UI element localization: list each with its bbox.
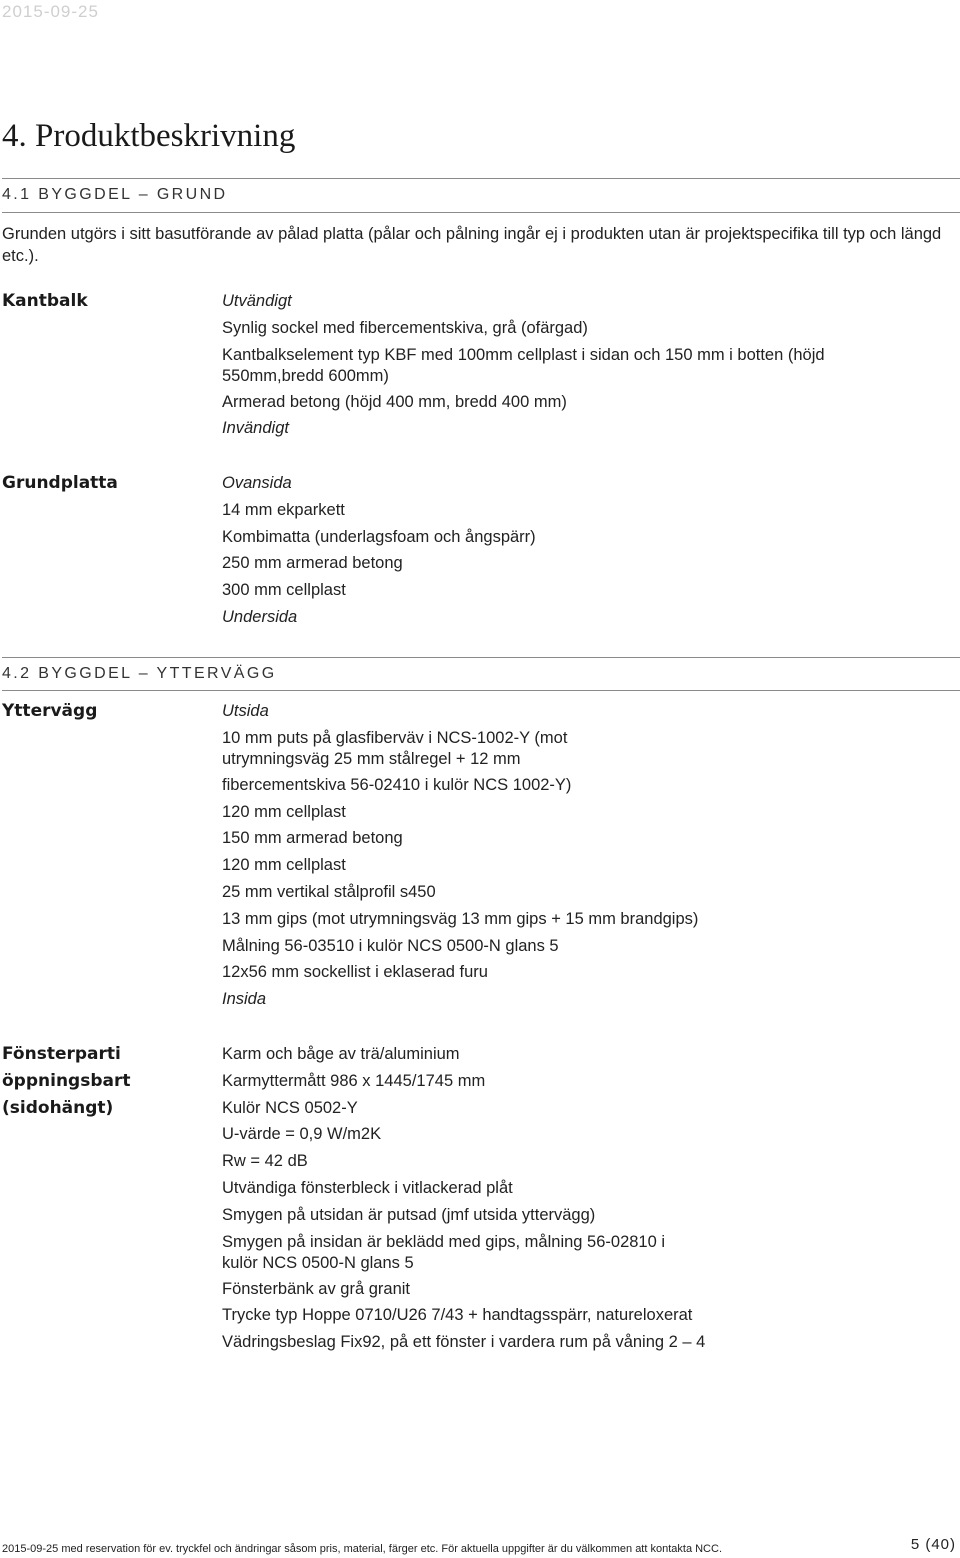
page-number: 5 (40)	[910, 1536, 956, 1553]
section-rule	[2, 690, 960, 691]
spec-line: Fönsterbänk av grå granit	[222, 1279, 411, 1298]
spec-line: Invändigt	[222, 419, 289, 438]
label-line: öppningsbart	[2, 1071, 131, 1091]
section-rule	[2, 212, 960, 213]
spec-line: 13 mm gips (mot utrymningsväg 13 mm gips + 15 mm brandgips)	[222, 909, 699, 928]
spec-line: 12x56 mm sockellist i eklaserad furu	[222, 963, 488, 982]
label-fonsterparti	[2, 1041, 131, 1122]
yttervagg-spec	[222, 698, 699, 1013]
spec-line: Rw = 42 dB	[222, 1152, 308, 1171]
spec-line: Karm och båge av trä/aluminium	[222, 1045, 460, 1063]
section-rule	[2, 178, 960, 179]
spec-line: Smygen på utsidan är putsad (jmf utsida yttervägg)	[222, 1205, 596, 1224]
section-rule	[2, 657, 960, 658]
footer-note: 2015-09-25 med reservation för ev. tryckfel och ändringar såsom pris, material, färger etc. För aktuella uppgifter är du välkommen att kontakta NCC.	[2, 1543, 723, 1555]
label-line: (sidohängt)	[2, 1098, 114, 1118]
spec-line: fibercementskiva 56-02410 i kulör NCS 1002-Y)	[222, 775, 572, 794]
spec-line: Smygen på insidan är beklädd med gips, målning 56-02810 i kulör NCS 0500-N glans 5	[222, 1232, 666, 1272]
label-line: Fönsterparti	[2, 1044, 121, 1064]
spec-line: 300 mm cellplast	[222, 581, 346, 600]
grundplatta-spec	[222, 470, 922, 631]
spec-line: Synlig sockel med fibercementskiva, grå (ofärgad)	[222, 318, 588, 337]
spec-line: U-värde = 0,9 W/m2K	[222, 1125, 382, 1144]
spec-line: 250 mm armerad betong	[222, 554, 403, 573]
spec-line: Karmyttermått 986 x 1445/1745 mm	[222, 1071, 486, 1090]
spec-line: 14 mm ekparkett	[222, 500, 345, 519]
spec-line: Kantbalkselement typ KBF med 100mm cellplast i sidan och 150 mm i botten (höjd 550mm,bredd 600mm)	[222, 345, 825, 385]
spec-line: 120 mm cellplast	[222, 856, 346, 875]
page-title: 4. Produktbeskrivning	[2, 118, 296, 154]
label-kantbalk: Kantbalk	[2, 291, 88, 311]
intro-paragraph: Grunden utgörs i sitt basutförande av pålad platta (pålar och pålning ingår ej i produkten utan är projektspecifika till typ och längd etc.).	[2, 225, 942, 265]
label-yttervagg: Yttervägg	[2, 701, 98, 721]
spec-line: 150 mm armerad betong	[222, 829, 403, 848]
spec-line: Trycke typ Hoppe 0710/U26 7/43 + handtagsspärr, natureloxerat	[222, 1306, 693, 1325]
spec-line: Vädringsbeslag Fix92, på ett fönster i vardera rum på våning 2 – 4	[222, 1333, 706, 1352]
spec-line: Kulör NCS 0502-Y	[222, 1098, 358, 1117]
kantbalk-spec	[222, 288, 852, 442]
spec-line: Kombimatta (underlagsfoam och ångspärr)	[222, 527, 536, 546]
spec-line: Insida	[222, 990, 267, 1009]
spec-line: Undersida	[222, 607, 298, 626]
header-date: 2015-09-25	[2, 2, 99, 21]
section-heading-grund: 4.1 BYGGDEL – GRUND	[2, 186, 228, 203]
spec-line: Armerad betong (höjd 400 mm, bredd 400 mm)	[222, 392, 567, 411]
label-grundplatta: Grundplatta	[2, 473, 118, 493]
spec-line: Målning 56-03510 i kulör NCS 0500-N glans 5	[222, 936, 559, 955]
spec-line: Utvändigt	[222, 292, 292, 310]
fonsterparti-spec	[222, 1041, 722, 1356]
spec-line: 25 mm vertikal stålprofil s450	[222, 882, 436, 901]
spec-line: Utvändiga fönsterbleck i vitlackerad plåt	[222, 1178, 513, 1197]
section-heading-yttervagg: 4.2 BYGGDEL – YTTERVÄGG	[2, 665, 277, 682]
spec-line: Ovansida	[222, 474, 292, 492]
spec-line: 120 mm cellplast	[222, 802, 346, 821]
spec-line: Utsida	[222, 702, 269, 720]
spec-line: 10 mm puts på glasfiberväv i NCS-1002-Y (mot utrymningsväg 25 mm stålregel + 12 mm	[222, 728, 568, 768]
